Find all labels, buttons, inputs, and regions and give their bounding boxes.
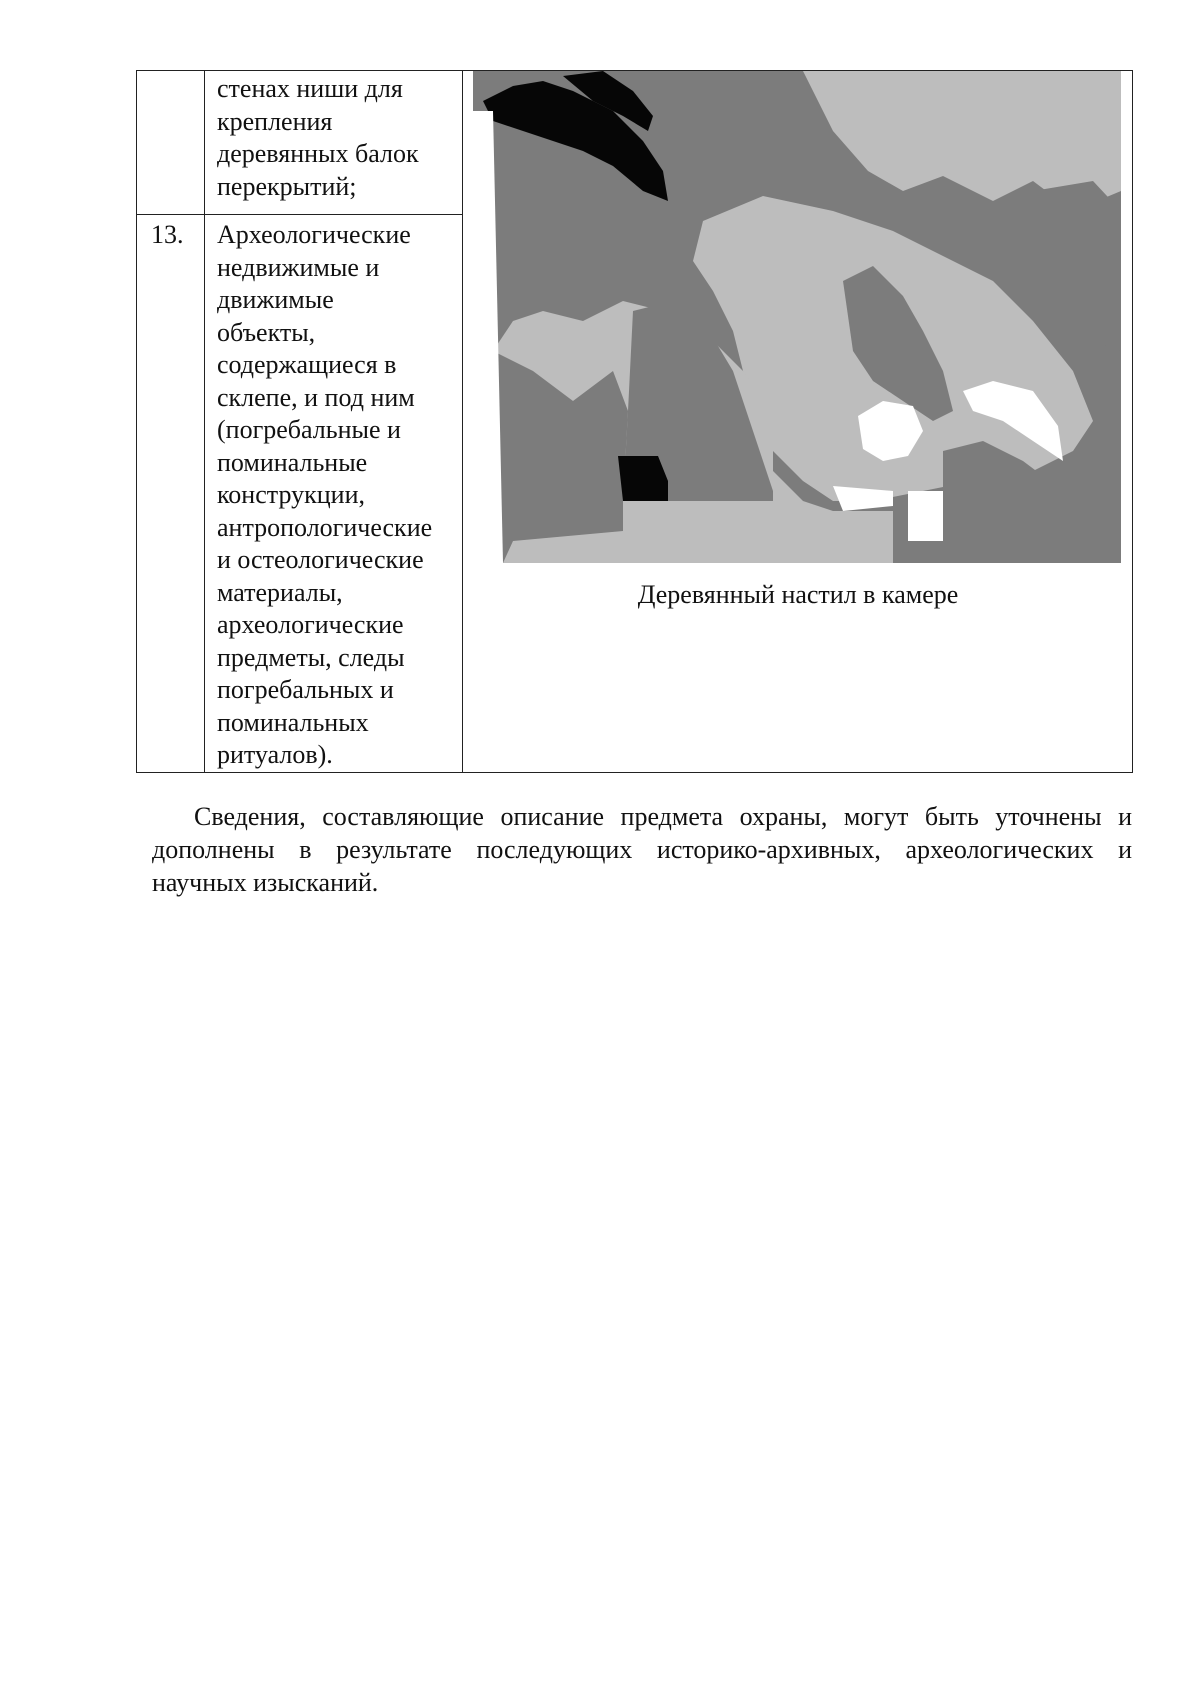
description-line: ритуалов). xyxy=(217,740,333,769)
paragraph-line-text: Сведения, составляющие описание предмета охраны, могут быть уточнены и xyxy=(194,802,1132,831)
description-line: перекрытий; xyxy=(217,171,357,201)
row-description-cell xyxy=(205,215,463,773)
photo-region xyxy=(908,491,943,541)
description-line: объекты, xyxy=(217,317,316,347)
description-line: недвижимые и xyxy=(217,252,380,282)
description-line: предметы, следы xyxy=(217,642,405,672)
protection-subject-table xyxy=(136,70,1133,773)
table-row xyxy=(137,71,1133,215)
description-line: и остеологические xyxy=(217,545,424,574)
photo-region xyxy=(618,456,668,501)
row-description-cell xyxy=(205,71,463,215)
description-line: стенах ниши для xyxy=(217,74,403,103)
row-number-cell xyxy=(137,215,205,773)
description-line: конструкции, xyxy=(217,480,365,509)
description-line: поминальные xyxy=(217,447,368,477)
description-line: деревянных балок xyxy=(217,139,419,168)
wooden-floor-photo xyxy=(473,71,1121,563)
description-line: движимые xyxy=(217,285,334,314)
row-number-cell xyxy=(137,71,205,215)
description-line: погребальных и xyxy=(217,675,394,704)
description-line: материалы, xyxy=(217,577,343,607)
closing-paragraph xyxy=(152,800,1132,899)
description-line: крепления xyxy=(217,106,333,136)
description-line: Археологические xyxy=(217,220,411,249)
paragraph-line: научных изысканий. xyxy=(152,868,379,897)
paragraph-line xyxy=(152,800,1132,833)
description-line: (погребальные и xyxy=(217,415,401,444)
description-line: антропологические xyxy=(217,512,433,542)
photo-cell xyxy=(463,71,1133,773)
description-line: содержащиеся в xyxy=(217,350,397,379)
row-number: 13. xyxy=(151,220,184,249)
description-line: поминальных xyxy=(217,707,369,737)
description-line: склепе, и под ним xyxy=(217,382,415,412)
paragraph-line: дополнены в результате последующих историко-архивных, археологических и xyxy=(152,835,1132,864)
photo-image xyxy=(473,71,1121,563)
photo-caption: Деревянный настил в камере xyxy=(637,580,959,609)
description-line: археологические xyxy=(217,610,404,639)
